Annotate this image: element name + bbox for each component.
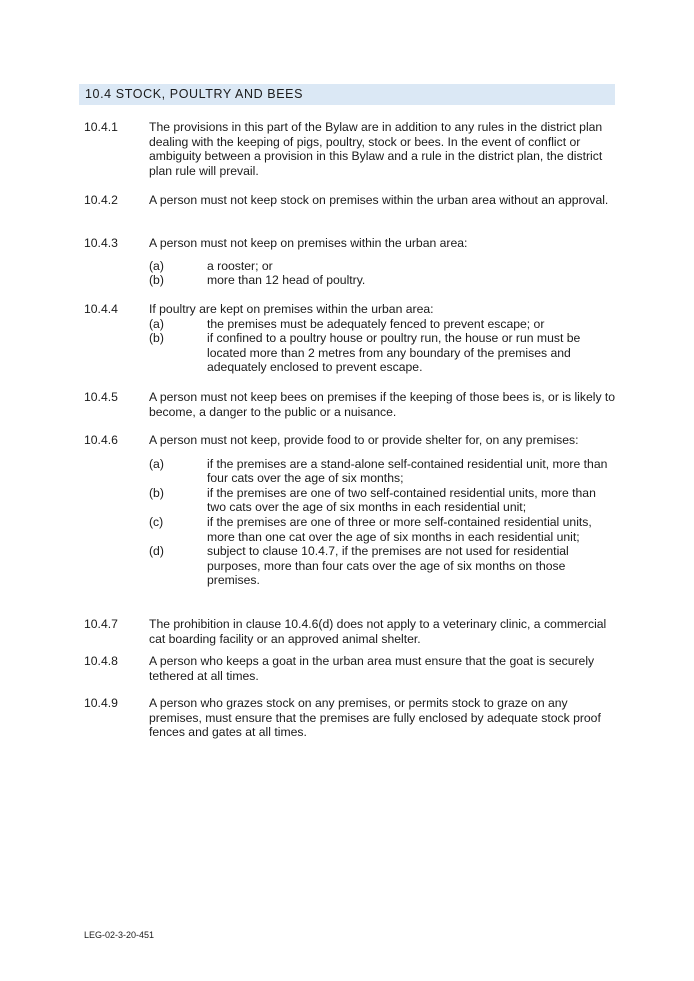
clause-number: 10.4.4	[84, 302, 118, 316]
clause-text: A person must not keep on premises within the urban area:	[149, 236, 468, 250]
item-label: (b)	[149, 273, 164, 288]
clause-items	[149, 317, 616, 375]
clause-number: 10.4.3	[84, 236, 118, 250]
item-text: the premises must be adequately fenced to prevent escape; or	[207, 316, 545, 331]
list-item	[149, 273, 616, 288]
clause-text: A person must not keep stock on premises within the urban area without an approval.	[149, 193, 609, 207]
list-item	[149, 486, 616, 515]
clause-10-4-2	[84, 193, 616, 208]
clause-text: A person must not keep, provide food to or provide shelter for, on any premises:	[149, 433, 579, 447]
clause-number: 10.4.7	[84, 617, 118, 631]
clause-text: If poultry are kept on premises within the urban area:	[149, 302, 434, 316]
list-item	[149, 331, 616, 375]
item-label: (b)	[149, 331, 164, 346]
item-text: if the premises are one of two self-contained residential units, more than two cats over the age of six months in each residential unit;	[207, 485, 596, 515]
clause-number: 10.4.1	[84, 120, 118, 134]
clause-number: 10.4.9	[84, 696, 118, 710]
item-label: (c)	[149, 514, 164, 529]
item-text: a rooster; or	[207, 258, 273, 273]
item-label: (a)	[149, 258, 164, 273]
clause-number: 10.4.8	[84, 654, 118, 668]
clause-text: The provisions in this part of the Bylaw are in addition to any rules in the district plan dealing with the keeping of pigs, poultry, stock or bees. In the event of conflict or ambiguity between a provision in this Bylaw and a rule in the district plan, the district plan rule will prevail.	[149, 120, 603, 178]
item-label: (b)	[149, 485, 164, 500]
clause-number: 10.4.5	[84, 390, 118, 404]
clause-items	[149, 457, 616, 588]
clause-10-4-5	[84, 390, 616, 419]
clause-10-4-3	[84, 236, 616, 288]
clause-number: 10.4.6	[84, 433, 118, 447]
item-text: more than 12 head of poultry.	[207, 273, 366, 288]
list-item	[149, 457, 616, 486]
clause-10-4-8	[84, 654, 616, 683]
clause-10-4-1	[84, 120, 616, 178]
clause-10-4-7	[84, 617, 616, 646]
item-text: if confined to a poultry house or poultry run, the house or run must be located more than 2 metres from any boundary of the premises and adequately enclosed to prevent escape.	[207, 331, 581, 375]
clause-10-4-4	[84, 302, 616, 375]
list-item	[149, 544, 616, 588]
clause-10-4-9	[84, 696, 616, 740]
document-code: LEG-02-3-20-451	[84, 930, 155, 940]
clause-items	[149, 259, 616, 288]
item-text: subject to clause 10.4.7, if the premises are not used for residential purposes, more than four cats over the age of six months on those premises.	[207, 544, 569, 588]
clause-text: A person must not keep bees on premises if the keeping of those bees is, or is likely to become, a danger to the public or a nuisance.	[149, 390, 616, 419]
clause-text: A person who keeps a goat in the urban area must ensure that the goat is securely tethered at all times.	[149, 654, 595, 683]
list-item	[149, 317, 616, 332]
clause-number: 10.4.2	[84, 193, 118, 207]
clause-text: A person who grazes stock on any premises, or permits stock to graze on any premises, must ensure that the premises are fully enclosed by adequate stock proof fences and gates at all times.	[149, 696, 601, 740]
clause-text: The prohibition in clause 10.4.6(d) does not apply to a veterinary clinic, a commercial cat boarding facility or an approved animal shelter.	[149, 617, 607, 646]
item-label: (a)	[149, 456, 164, 471]
clause-10-4-6	[84, 433, 616, 588]
list-item	[149, 259, 616, 274]
item-label: (d)	[149, 544, 164, 559]
list-item	[149, 515, 616, 544]
section-heading: 10.4 STOCK, POULTRY AND BEES	[79, 84, 615, 105]
item-text: if the premises are one of three or more self-contained residential units, more than one cat over the age of six months in each residential unit;	[207, 514, 592, 544]
item-label: (a)	[149, 316, 164, 331]
item-text: if the premises are a stand-alone self-contained residential unit, more than four cats over the age of six months;	[207, 456, 608, 486]
